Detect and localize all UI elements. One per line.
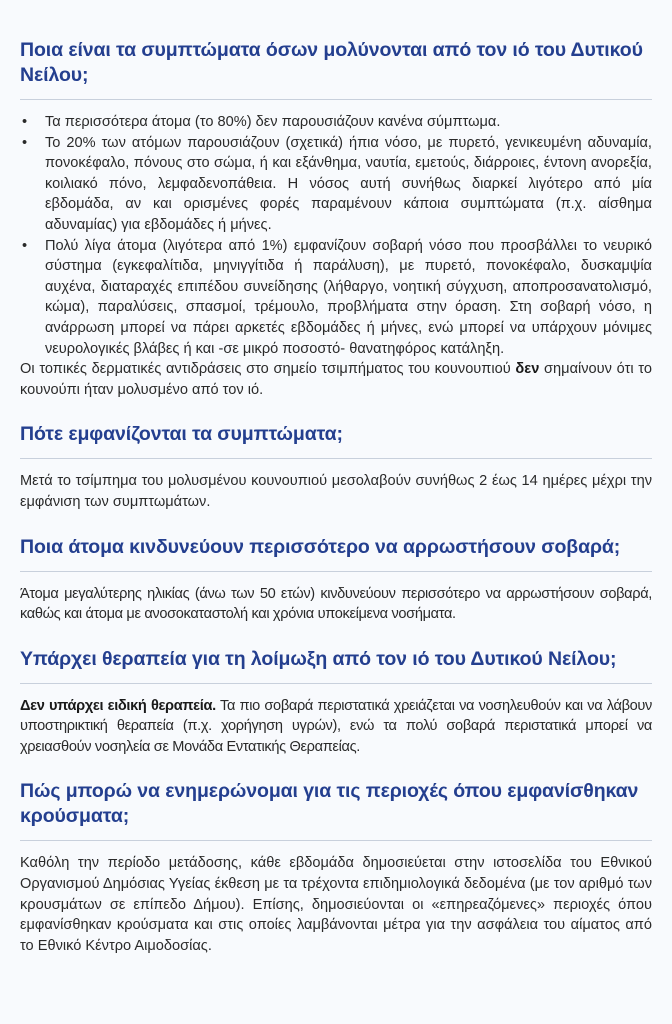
treatment-text: Τα πιο σοβαρά περιστατικά χρειάζεται να νοσηλευθούν και να λάβουν υποστηρικτική θεραπεία (π.χ. χορήγηση υγρών), ενώ τα πολύ σοβαρά περιστατικά μπορεί να χρειασθούν νοσηλεία σε Μονάδα Εντατικής Θεραπείας. <box>20 697 652 755</box>
section-title: Υπάρχει θεραπεία για τη λοίμωξη από τον ιό του Δυτικού Νείλου; <box>20 647 617 670</box>
section-title: Ποια είναι τα συμπτώματα όσων μολύνονται από τον ιό του Δυτικού Νείλου; <box>20 39 643 86</box>
list-item: • Το 20% των ατόμων παρουσιάζουν (σχετικά) ήπια νόσο, με πυρετό, γενικευμένη αδυναμία, πονοκέφαλο, πόνους στο σώμα, ή και εξάνθημα, ναυτία, εμετούς, διάρροιες, έντονη ανορεξία, κοιλιακό πόνο, λεμφαδενοπάθεια. Η νόσος αυτή συνήθως διαρκεί λιγότερο από μία εβδομάδα, αν και ορισμένες φορές παραμένουν κάποια συμπτώματα (π.χ. αίσθημα αδυναμίας) για εβδομάδες ή μήνες. <box>20 133 652 236</box>
section-title: Πότε εμφανίζονται τα συμπτώματα; <box>20 423 343 446</box>
section-updates <box>20 779 652 956</box>
divider <box>20 683 652 684</box>
note-bold: δεν <box>515 361 540 378</box>
divider <box>20 458 652 459</box>
list-item: • Πολύ λίγα άτομα (λιγότερα από 1%) εμφανίζουν σοβαρή νόσο που προσβάλλει το νευρικό σύστημα (εγκεφαλίτιδα, μηνιγγίτιδα ή παράλυση), με πυρετό, πονοκέφαλο, δυσκαμψία αυχένα, διαταραχές επιπέδου συνείδησης (λήθαργο, νοητική σύγχυση, αποπροσανατολισμό, κώμα), παραλύσεις, σπασμοί, τρέμουλο, προβλήματα στην όραση. Στη σοβαρή νόσο, η ανάρρωση μπορεί να πάρει αρκετές εβδομάδες ή μήνες, ενώ μπορεί να υπάρχουν μόνιμες νευρολογικές βλάβες ή και -σε μικρό ποσοστό- θανατηφόρος κατάληξη. <box>20 236 652 360</box>
divider <box>20 840 652 841</box>
list-item: • Τα περισσότερα άτομα (το 80%) δεν παρουσιάζουν κανένα σύμπτωμα. <box>20 112 652 133</box>
section-symptoms <box>20 38 652 400</box>
symptoms-list <box>20 112 652 359</box>
section-title: Πώς μπορώ να ενημερώνομαι για τις περιοχές όπου εμφανίσθηκαν κρούσματα; <box>20 780 639 828</box>
section-risk-groups <box>20 535 652 625</box>
section-treatment <box>20 647 652 758</box>
section-text: Καθόλη την περίοδο μετάδοσης, κάθε εβδομάδα δημοσιεύεται στην ιστοσελίδα του Εθνικού Οργανισμού Δημόσιας Υγείας έκθεση με τα τρέχοντα επιδημιολογικά δεδομένα (με τον αριθμό των κρουσμάτων σε επίπεδο Δήμου). Επίσης, δημοσιεύονται οι «επηρεαζόμενες» περιοχές όπου εμφανίσθηκαν κρούσματα και στις οποίες λαμβάνονται μέτρα για την ασφάλεια του αίματος από το Εθνικό Κέντρο Αιμοδοσίας. <box>20 855 652 954</box>
section-title: Ποια άτομα κινδυνεύουν περισσότερο να αρρωστήσουν σοβαρά; <box>20 535 621 558</box>
bite-note <box>20 359 652 400</box>
section-onset <box>20 422 652 512</box>
section-text <box>20 696 652 758</box>
treatment-bold: Δεν υπάρχει ειδική θεραπεία. <box>20 697 216 714</box>
divider <box>20 571 652 572</box>
note-text: σημαίνουν ότι το κουνούπι ήταν μολυσμένο από τον ιό. <box>20 361 652 398</box>
section-text: Μετά το τσίμπημα του μολυσμένου κουνουπιού μεσολαβούν συνήθως 2 έως 14 ημέρες μέχρι την εμφάνιση των συμπτωμάτων. <box>20 473 652 510</box>
section-text: Άτομα μεγαλύτερης ηλικίας (άνω των 50 ετών) κινδυνεύουν περισσότερο να αρρωστήσουν σοβαρά, καθώς και άτομα με ανοσοκαταστολή και χρόνια υποκείμενα νοσήματα. <box>20 585 652 623</box>
note-text: Οι τοπικές δερματικές αντιδράσεις στο σημείο τσιμπήματος του κουνουπιού <box>20 361 516 378</box>
divider <box>20 99 652 100</box>
